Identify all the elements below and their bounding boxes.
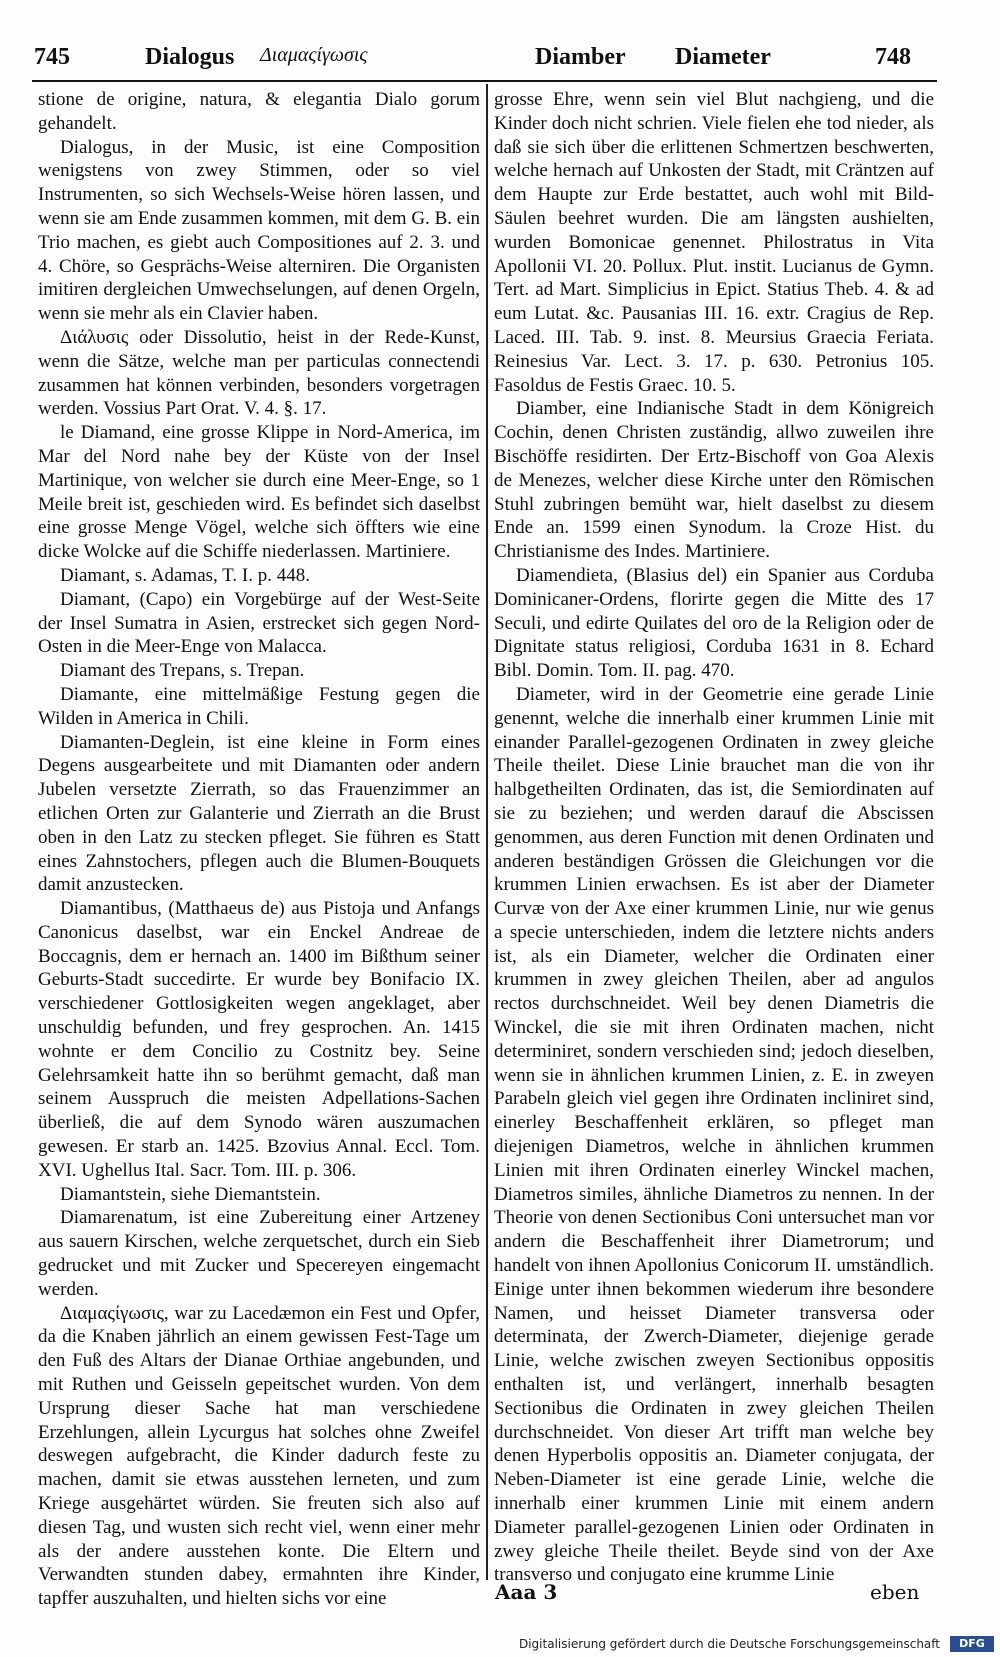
left-column: [38, 88, 480, 1611]
left-paragraph: Dialogus, in der Music, ist eine Composition wenigstens von zwey Stimmen, oder so viel Instrumenten, so sich Wechsels-Weise hören lassen, und wenn sie am Ende zusammen kommen, mit dem G. B. ein Trio machen, es giebt auch Compositiones auf 2. 3. und 4. Chöre, so Gesprächs-Weise alterniren. Die Organisten imitiren dergleichen Umwechselungen, auf denen Orgeln, wenn sie mehr als ein Clavier haben.: [38, 136, 480, 325]
column-divider: [486, 84, 488, 1580]
page-number-right: 748: [875, 44, 911, 70]
header-title-left: Dialogus: [145, 44, 235, 70]
left-paragraph: Διάλυσις oder Dissolutio, heist in der Rede-Kunst, wenn die Sätze, welche man per particulas connectendi zusammen hat können verbinden, besonders vorgetragen werden. Vossius Part Orat. V. 4. §. 17.: [38, 326, 480, 420]
left-paragraph: stione de origine, natura, & elegantia Dialo gorum gehandelt.: [38, 89, 480, 134]
left-paragraph: Diamant, (Capo) ein Vorgebürge auf der West-Seite der Insel Sumatra in Asien, erstrecket sich gegen Nord-Osten in die Meer-Enge von Malacca.: [38, 588, 480, 658]
right-paragraph: Diamendieta, (Blasius del) ein Spanier aus Corduba Dominicaner-Ordens, florirte gegen die Mitte des 17 Seculi, und edirte Quilates del oro de la Religion oder de Dignitate status religiosi, Corduba 1631 in 8. Echard Bibl. Domin. Tom. II. pag. 470.: [494, 564, 934, 682]
left-paragraph: Diamanten-Deglein, ist eine kleine in Form eines Degens ausgearbeitete und mit Diamanten oder andern Jubelen versetzte Zierrath, so das Frauenzimmer an etlichen Orten zur Galanterie und Zierrath an die Brust oben in den Latz zu stecken pfleget. Sie führen es Statt eines Zahnstochers, pflegen auch die Blumen-Bouquets damit anzustecken.: [38, 731, 480, 896]
left-paragraph: Diamantibus, (Matthaeus de) aus Pistoja und Anfangs Canonicus daselbst, war ein Enckel Andreae de Boccagnis, dem er hernach an. 1400 im Bißthum seiner Geburts-Stadt succedirte. Er wurde bey Bonifacio IX. verschiedener Gottlosigkeiten wegen angeklaget, aber unschuldig befunden, und frey gesprochen. An. 1415 wohnte er dem Concilio zu Costnitz bey. Seine Gelehrsamkeit hatte ihn so berühmt gemacht, daß man seinem Ausspruch die meisten Adpellations-Sachen überließ, die auf dem Synodo wären auszumachen gewesen. Er starb an. 1425. Bzovius Annal. Eccl. Tom. XVI. Ughellus Ital. Sacr. Tom. III. p. 306.: [38, 898, 480, 1181]
right-column: [494, 88, 934, 1587]
left-paragraph: Diamarenatum, ist eine Zubereitung einer Artzeney aus sauern Kirschen, welche zerquetschet, durch ein Sieb gedrucket und mit Zucker und Specereyen eingemacht werden.: [38, 1207, 480, 1300]
digitization-credit: Digitalisierung gefördert durch die Deutsche Forschungsgemeinschaft: [518, 1637, 940, 1651]
header-greek-word: Διαμαςίγωσις: [260, 44, 368, 66]
header-title-right-1: Diamber: [535, 44, 626, 70]
signature-mark: Aaa 3: [495, 1580, 558, 1604]
left-paragraph: Diamant, s. Adamas, T. I. p. 448.: [60, 564, 310, 586]
left-paragraph: Diamant des Trepans, s. Trepan.: [60, 660, 305, 682]
header-rule: [32, 80, 937, 82]
dfg-logo: DFG: [950, 1636, 994, 1652]
right-paragraph: Diamber, eine Indianische Stadt in dem Königreich Cochin, denen Christen zuständig, allwo zuweilen ihre Bischöffe residirten. Der Ertz-Bischoff von Goa Alexis de Menezes, welcher diese Kirche unter den Römischen Stuhl zubringen bemüht war, hielt daselbst zu diesem Ende an. 1599 einen Synodum. la Croze Hist. du Christianisme des Indes. Martiniere.: [494, 398, 934, 563]
right-paragraph: Diameter, wird in der Geometrie eine gerade Linie genennt, welche die innerhalb einer krummen Linie mit einander Parallel-gezogenen Ordinaten in zwey gleiche Theile theilet. Diese Linie brauchet man die von ihr halbgetheilten Ordinaten, das ist, die Semiordinaten auf sie zu beziehen; und werden darauf die Abscissen genommen, aus deren Function mit denen Ordinaten und anderen beständigen Grössen die Gleichungen vor die krummen Linien erwachsen. Es ist aber der Diameter Curvæ von der Axe einer krummen Linie, nur wie genus a specie unterschieden, indem die letztere nichts anders ist, als ein Diameter, welcher die Ordinaten einer krummen in zwey gleichen Theilen, aber ad angulos rectos durchschneidet. Weil bey denen Diametris die Winckel, die sie mit ihren Ordinaten machen, nicht determiniret, sondern verschieden sind; jedoch dieselben, wenn sie in ähnlichen krummen Linien, z. E. in zweyen Parabeln gleich viel gegen ihre Ordinaten incliniret sind, einerley Beschaffenheit erklären, so pfleget man diejenigen Diametros, welche in ähnlichen krummen Linien mit ihren Ordinaten einerley Winckel machen, Diametros similes, ähnliche Diametros zu nennen. In der Theorie von denen Sectionibus Coni untersuchet man vor andern die Beschaffenheit ihrer Diametrorum; und handelt von ihnen Apollonius Conicorum II. umständlich. Einige unter ihnen bekommen wiederum ihre besondere Namen, und heisset Diameter transversa oder determinata, der Zwerch-Diameter, diejenige gerade Linie, welche zwischen zweyen Sectionibus oppositis enthalten ist, und verlängert, innerhalb besagten Sectionibus die Ordinaten in zwey gleichen Theilen durchschneidet. Von dieser Art trifft man welche bey denen Hyperbolis oppositis an. Diameter conjugata, der Neben-Diameter ist eine gerade Linie, welche die innerhalb einer krummen Linie mit einem andern Diameter parallel-gezogenen Linien oder Ordinaten in zwey gleiche Theile theilet. Beyde sind von der Axe transverso und conjugato eine krumme Linie: [494, 683, 934, 1586]
left-paragraph: Diamante, eine mittelmäßige Festung gegen die Wilden in America in Chili.: [38, 683, 480, 729]
left-paragraph: Diamantstein, siehe Diemantstein.: [60, 1183, 321, 1205]
page-number-left: 745: [34, 44, 70, 70]
left-paragraph: Διαμαςίγωσις, war zu Lacedæmon ein Fest und Opfer, da die Knaben jährlich an einem gewissen Fest-Tage um den Fuß des Altars der Dianae Orthiae angebunden, und mit Ruthen und Geisseln gepeitschet wurden. Von dem Ursprung dieser Sache hat man verschiedene Erzehlungen, allein Lycurgus hat solches ohne Zweifel deswegen aufgebracht, die Kinder dadurch feste zu machen, damit sie etwas ausstehen lerneten, und zum Kriege ausgehärtet würden. Sie freuten sich also auf diesen Tag, und wusten sich recht viel, wenn einer mehr als der andere ausstehen konte. Die Eltern und Verwandten stunden dabey, ermahnten ihre Kinder, tapffer auszuhalten, und hielten sichs vor eine: [38, 1302, 480, 1610]
right-paragraph: grosse Ehre, wenn sein viel Blut nachgieng, und die Kinder doch nicht schrien. Viele fielen ehe tod nieder, als daß sie sich über die erlittenen Schmertzen beschwerten, welche hernach auf Unkosten der Stadt, mit Cräntzen auf dem Haupte zur Erde bestattet, auch wohl mit Bild-Säulen beehret wurden. Die am längsten aushielten, wurden Bomonicae genennet. Philostratus in Vita Apollonii VI. 20. Pollux. Plut. instit. Lucianus de Gymn. Tert. ad Mart. Simplicius in Epict. Statius Theb. 4. & ad eum Lutat. &c. Pausanias III. 16. extr. Cragius de Rep. Laced. III. Tab. 9. inst. 8. Meursius Graecia Feriata. Reinesius Var. Lect. 3. 17. p. 630. Petronius 105. Fasoldus de Festis Graec. 10. 5.: [494, 89, 934, 396]
catchword: eben: [870, 1580, 920, 1604]
header-title-right-2: Diameter: [675, 44, 771, 70]
running-header: [30, 38, 930, 78]
left-paragraph: le Diamand, eine grosse Klippe in Nord-America, im Mar del Nord nahe bey der Küste von der Insel Martinique, von welcher sie durch eine Meer-Enge, so 1 Meile breit ist, geschieden wird. Es befindet sich daselbst eine grosse Menge Vögel, welche sich öffters wie eine dicke Wolcke auf die Schiffe niederlassen. Martiniere.: [38, 422, 480, 563]
